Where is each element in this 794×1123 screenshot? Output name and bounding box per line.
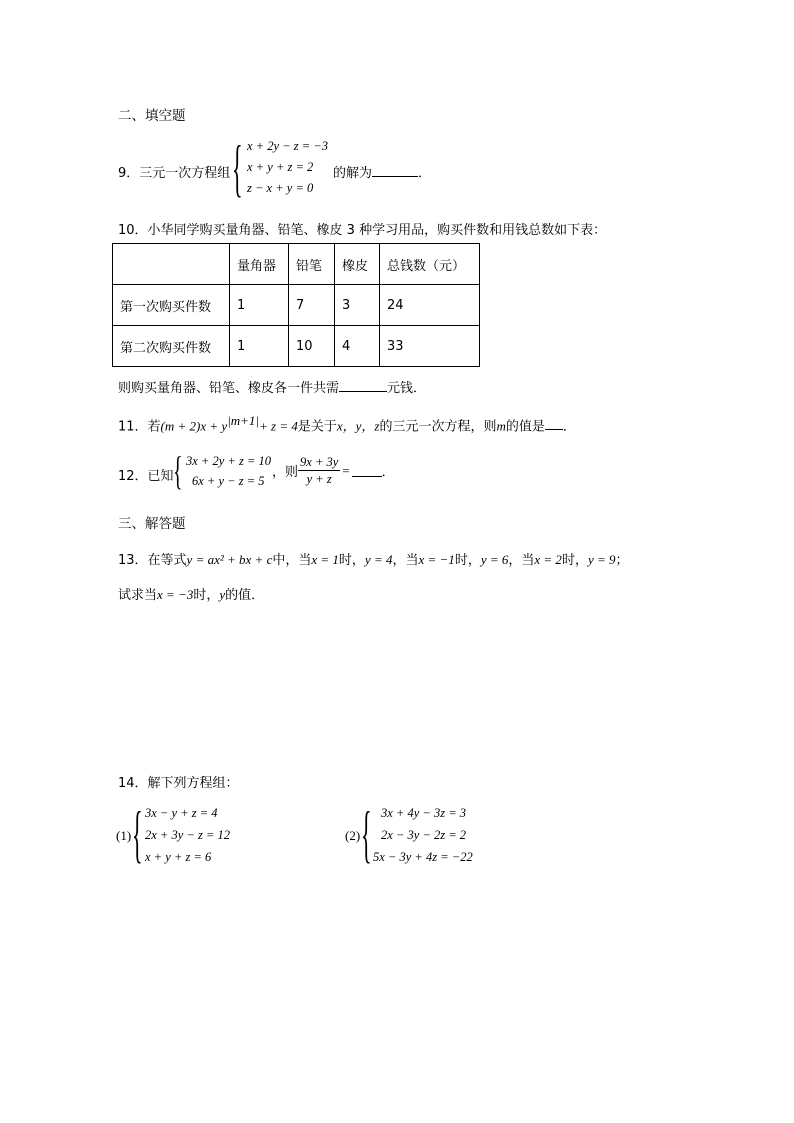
q14-sys2-eq-3: 5x − 3y + 4z = −22 bbox=[373, 850, 473, 864]
q13-c1y: y = 4 bbox=[364, 552, 393, 567]
q14-sys2-label: (2) bbox=[345, 828, 361, 843]
q9-equation-system bbox=[247, 136, 328, 199]
q13-c2x: x = −1 bbox=[418, 552, 455, 567]
q9-eq-1: x + 2y − z = −3 bbox=[247, 139, 328, 153]
table-cell: 33 bbox=[380, 326, 480, 367]
q13-c1x: x = 1 bbox=[311, 552, 339, 567]
q13-sep2: ，当 bbox=[508, 553, 535, 568]
q12-prefix: 12．已知 bbox=[118, 469, 174, 484]
q12-end: ． bbox=[381, 465, 395, 480]
q14-sys1-eq-3: x + y + z = 6 bbox=[145, 850, 212, 864]
q13-c2y: y = 6 bbox=[480, 552, 509, 567]
q12-brace: { bbox=[173, 450, 183, 494]
q11-vars: x，y，z bbox=[336, 418, 380, 434]
q11-end: 的值是 bbox=[505, 419, 545, 435]
q11-mid2: 的三元一次方程，则 bbox=[379, 419, 497, 435]
q14-sys1-brace: { bbox=[132, 797, 143, 870]
q13-line1 bbox=[118, 549, 629, 568]
q10-purchase-table bbox=[112, 243, 480, 367]
section-title-fill: 二、填空题 bbox=[118, 108, 186, 124]
table-header-cell: 橡皮 bbox=[335, 244, 380, 285]
q13-line2-a: 试求当 bbox=[118, 588, 158, 603]
q11-var-m: m bbox=[496, 418, 506, 434]
q9-brace: { bbox=[232, 131, 243, 204]
q12-tail bbox=[272, 454, 395, 487]
q13-t1: 时， bbox=[338, 553, 365, 568]
q11-line bbox=[118, 413, 576, 434]
q13-t2: 时， bbox=[454, 553, 481, 568]
q11-mid: 是关于 bbox=[297, 419, 337, 435]
q9-suffix bbox=[333, 162, 431, 181]
q13-line2-b: 时， bbox=[193, 588, 220, 603]
q9-suffix-text: 的解为 bbox=[333, 166, 373, 181]
q13-c4x: x = −3 bbox=[157, 587, 194, 602]
table-cell: 7 bbox=[289, 285, 335, 326]
q11-stop: ． bbox=[562, 419, 576, 435]
q10-question-b: 元钱． bbox=[387, 381, 427, 396]
q10-answer-blank[interactable] bbox=[339, 379, 387, 392]
q12-equals: = bbox=[342, 462, 350, 478]
table-cell: 10 bbox=[289, 326, 335, 367]
table-cell: 第一次购买件数 bbox=[113, 285, 230, 326]
q9-prefix: 9．三元一次方程组 bbox=[118, 166, 231, 181]
q13-line1-b: 中，当 bbox=[272, 553, 312, 568]
q11-expr-a: (m + 2)x + y bbox=[160, 418, 228, 434]
q12-eq-1: 3x + 2y + z = 10 bbox=[186, 454, 272, 468]
q13-sep1: ，当 bbox=[392, 553, 419, 568]
table-header-cell: 量角器 bbox=[230, 244, 289, 285]
table-cell: 1 bbox=[230, 326, 289, 367]
q13-t3: 时， bbox=[561, 553, 588, 568]
table-header-cell bbox=[113, 244, 230, 285]
q10-intro: 10．小华同学购买量角器、铅笔、橡皮 3 种学习用品，购买件数和用钱总数如下表： bbox=[118, 223, 607, 238]
q13-eq: y = ax² + bx + c bbox=[186, 552, 273, 567]
q14-sys2-eq-1: 3x + 4y − 3z = 3 bbox=[381, 806, 467, 820]
q12-fraction bbox=[298, 454, 340, 487]
q13-c3y: y = 9 bbox=[587, 552, 616, 567]
q13-line2 bbox=[118, 584, 264, 603]
q11-answer-blank[interactable] bbox=[545, 417, 563, 430]
q13-line2-c: 的值． bbox=[225, 588, 265, 603]
q12-equation-system bbox=[186, 451, 271, 491]
table-header-cell: 铅笔 bbox=[289, 244, 335, 285]
q12-eq-2: 6x + y − z = 5 bbox=[192, 474, 265, 488]
q9-end: ． bbox=[418, 166, 432, 181]
q14-sys1-label: (1) bbox=[116, 828, 132, 843]
q12-frac-num: 9x + 3y bbox=[300, 455, 339, 469]
q12-frac-den: y + z bbox=[306, 472, 332, 486]
q9-eq-3: z − x + y = 0 bbox=[247, 181, 314, 195]
q13-sep3: ； bbox=[615, 553, 629, 568]
table-cell: 24 bbox=[380, 285, 480, 326]
table-row bbox=[113, 326, 480, 367]
q14-sys1-system bbox=[145, 802, 230, 868]
q11-expr-b: + z = 4 bbox=[259, 418, 298, 434]
table-cell: 第二次购买件数 bbox=[113, 326, 230, 367]
q14-sys2-system bbox=[373, 802, 473, 868]
q14-sys2-eq-2: 2x − 3y − 2z = 2 bbox=[381, 828, 467, 842]
q13-var-y: y bbox=[219, 587, 226, 602]
q10-question bbox=[118, 377, 426, 396]
q14-sys2-brace: { bbox=[361, 797, 372, 870]
table-cell: 1 bbox=[230, 285, 289, 326]
section-title-solve: 三、解答题 bbox=[118, 516, 186, 532]
table-header-row bbox=[113, 244, 480, 285]
table-cell: 3 bbox=[335, 285, 380, 326]
q9-eq-2: x + y + z = 2 bbox=[247, 160, 314, 174]
q13-c3x: x = 2 bbox=[534, 552, 562, 567]
q14-sys1-eq-1: 3x − y + z = 4 bbox=[145, 806, 218, 820]
q12-answer-blank[interactable] bbox=[352, 464, 382, 477]
q14-sys1-eq-2: 2x + 3y − z = 12 bbox=[145, 828, 231, 842]
table-row bbox=[113, 285, 480, 326]
table-header-cell: 总钱数（元） bbox=[380, 244, 480, 285]
q10-question-a: 则购买量角器、铅笔、橡皮各一件共需 bbox=[118, 381, 340, 396]
q12-mid: ，则 bbox=[272, 465, 299, 480]
table-cell: 4 bbox=[335, 326, 380, 367]
q11-prefix: 11．若 bbox=[118, 419, 161, 435]
q9-answer-blank[interactable] bbox=[372, 164, 418, 177]
q13-line1-a: 13．在等式 bbox=[118, 553, 187, 568]
q11-exponent: |m+1| bbox=[227, 413, 259, 428]
q14-intro: 14．解下列方程组： bbox=[118, 776, 239, 791]
